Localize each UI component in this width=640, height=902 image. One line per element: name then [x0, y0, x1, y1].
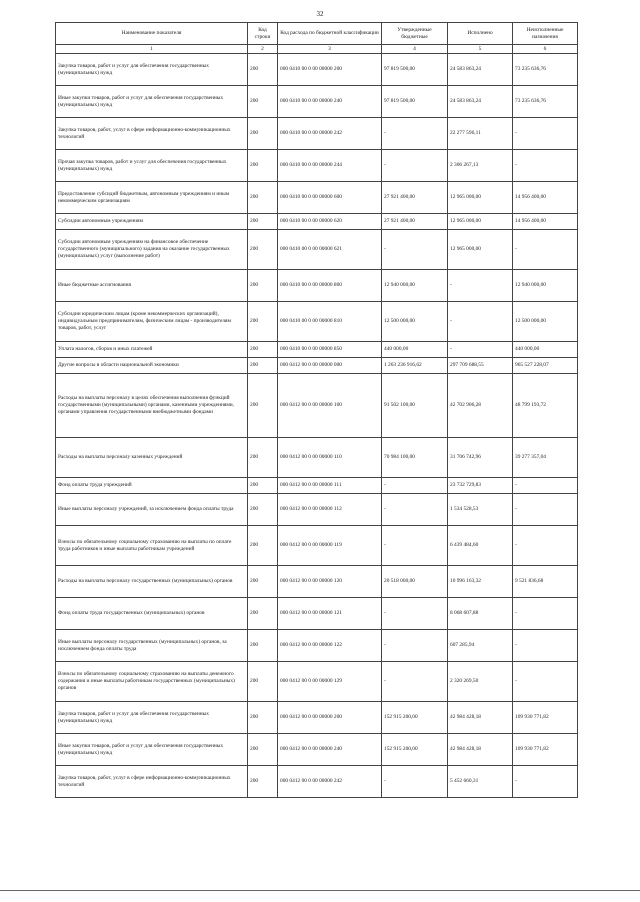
row-name: Предоставление субсидий бюджетным, автономным учреждениям и иным некоммерческим организациям	[56, 182, 248, 214]
row-executed: 12 965 000,00	[448, 230, 513, 270]
row-executed: 10 996 163,32	[448, 566, 513, 598]
table-row	[56, 86, 578, 118]
row-executed: -	[448, 270, 513, 302]
row-name: Иные закупки товаров, работ и услуг для обеспечения государственных (муниципальных) нужд	[56, 86, 248, 118]
row-executed: 2 320 269,50	[448, 662, 513, 702]
row-executed: 6 439 484,60	[448, 526, 513, 566]
row-name: Иные выплаты персоналу учреждений, за исключением фонда оплаты труда	[56, 494, 248, 526]
column-number-row	[56, 45, 578, 54]
row-name: Закупка товаров, работ и услуг для обеспечения государственных (муниципальных) нужд	[56, 54, 248, 86]
table-row	[56, 702, 578, 734]
row-name: Закупка товаров, работ, услуг в сфере информационно-коммуникационных технологий	[56, 766, 248, 798]
row-name: Субсидии автономным учреждениям на финансовое обеспечение государственного (муниципального) задания на оказание государственных (муниципальных) услуг (выполнение работ)	[56, 230, 248, 270]
row-name: Закупка товаров, работ, услуг в сфере информационно-коммуникационных технологий	[56, 118, 248, 150]
row-approved: 152 915 200,00	[382, 734, 448, 766]
table-row	[56, 182, 578, 214]
table-row	[56, 526, 578, 566]
column-number: 4	[382, 45, 448, 54]
row-unexecuted: -	[513, 662, 578, 702]
row-name: Расходы на выплаты персоналу в целях обеспечения выполнения функций государственными (муниципальными) органами, казенными учреждениями, органами управления государственными внебюджетными фондами	[56, 374, 248, 438]
row-budget-code: 000 0412 00 0 00 00000 000	[278, 358, 382, 374]
row-line-code: 200	[248, 702, 278, 734]
row-approved: 97 819 500,00	[382, 54, 448, 86]
row-budget-code: 000 0410 00 0 00 00000 620	[278, 214, 382, 230]
row-budget-code: 000 0412 00 0 00 00000 122	[278, 630, 382, 662]
row-name: Фонд оплаты труда государственных (муниципальных) органов	[56, 598, 248, 630]
table-row	[56, 734, 578, 766]
row-approved: 12 500 000,00	[382, 302, 448, 342]
row-executed: -	[448, 302, 513, 342]
row-unexecuted: -	[513, 478, 578, 494]
row-executed: -	[448, 342, 513, 358]
row-budget-code: 000 0410 00 0 00 00000 800	[278, 270, 382, 302]
row-budget-code: 000 0412 00 0 00 00000 120	[278, 566, 382, 598]
table-row	[56, 230, 578, 270]
row-unexecuted: 109 930 771,82	[513, 734, 578, 766]
row-approved: -	[382, 662, 448, 702]
row-unexecuted: 48 799 193,72	[513, 374, 578, 438]
row-executed: 24 583 863,24	[448, 54, 513, 86]
row-name: Субсидии автономным учреждениям	[56, 214, 248, 230]
header-line-code: Код строки	[248, 23, 278, 45]
table-row	[56, 374, 578, 438]
row-line-code: 200	[248, 526, 278, 566]
row-executed: 8 068 607,88	[448, 598, 513, 630]
row-approved: 70 984 100,00	[382, 438, 448, 478]
row-unexecuted: 109 930 771,82	[513, 702, 578, 734]
table-row	[56, 566, 578, 598]
column-number: 1	[56, 45, 248, 54]
budget-expenses-table	[55, 22, 578, 798]
row-name: Иные бюджетные ассигнования	[56, 270, 248, 302]
row-line-code: 200	[248, 630, 278, 662]
row-unexecuted: -	[513, 526, 578, 566]
row-unexecuted: 9 521 836,68	[513, 566, 578, 598]
row-name: Прочая закупка товаров, работ и услуг для обеспечения государственных (муниципальных) нужд	[56, 150, 248, 182]
row-unexecuted: -	[513, 230, 578, 270]
row-approved: -	[382, 494, 448, 526]
table-row	[56, 662, 578, 702]
table-row	[56, 302, 578, 342]
row-approved: -	[382, 630, 448, 662]
table-row	[56, 494, 578, 526]
row-approved: -	[382, 766, 448, 798]
table-body	[56, 54, 578, 798]
table-row	[56, 118, 578, 150]
table-row	[56, 214, 578, 230]
row-name: Субсидии юридическим лицам (кроме некоммерческих организаций), индивидуальным предпринимателям, физическим лицам - производителям товаров, работ, услуг	[56, 302, 248, 342]
row-approved: -	[382, 150, 448, 182]
row-approved: 91 502 100,00	[382, 374, 448, 438]
row-executed: 42 984 428,18	[448, 734, 513, 766]
row-unexecuted: 73 235 636,76	[513, 86, 578, 118]
row-budget-code: 000 0410 00 0 00 00000 200	[278, 54, 382, 86]
column-number: 2	[248, 45, 278, 54]
row-line-code: 200	[248, 358, 278, 374]
row-name: Иные закупки товаров, работ и услуг для обеспечения государственных (муниципальных) нужд	[56, 734, 248, 766]
row-budget-code: 000 0412 00 0 00 00000 112	[278, 494, 382, 526]
row-budget-code: 000 0412 00 0 00 00000 200	[278, 702, 382, 734]
row-approved: 97 819 500,00	[382, 86, 448, 118]
row-unexecuted: 39 277 357,04	[513, 438, 578, 478]
table-row	[56, 478, 578, 494]
row-name: Взносы по обязательному социальному страхованию на выплаты денежного содержания и иные выплаты работникам государственных (муниципальных) органов	[56, 662, 248, 702]
row-budget-code: 000 0410 00 0 00 00000 242	[278, 118, 382, 150]
row-executed: 42 984 428,18	[448, 702, 513, 734]
row-budget-code: 000 0410 00 0 00 00000 850	[278, 342, 382, 358]
header-approved: Утвержденные бюджетные	[382, 23, 448, 45]
row-line-code: 200	[248, 766, 278, 798]
column-number: 5	[448, 45, 513, 54]
row-unexecuted: 965 527 228,07	[513, 358, 578, 374]
row-unexecuted: -	[513, 630, 578, 662]
header-budget-code: Код расхода по бюджетной классификации	[278, 23, 382, 45]
row-executed: 42 702 906,28	[448, 374, 513, 438]
row-executed: 5 452 660,31	[448, 766, 513, 798]
row-line-code: 200	[248, 150, 278, 182]
row-approved: -	[382, 598, 448, 630]
table-row	[56, 598, 578, 630]
row-budget-code: 000 0412 00 0 00 00000 111	[278, 478, 382, 494]
row-executed: 23 732 729,83	[448, 478, 513, 494]
row-budget-code: 000 0412 00 0 00 00000 119	[278, 526, 382, 566]
row-unexecuted: 12 940 000,00	[513, 270, 578, 302]
row-name: Другие вопросы в области национальной экономики	[56, 358, 248, 374]
row-name: Закупка товаров, работ и услуг для обеспечения государственных (муниципальных) нужд	[56, 702, 248, 734]
row-executed: 2 306 267,13	[448, 150, 513, 182]
row-budget-code: 000 0412 00 0 00 00000 240	[278, 734, 382, 766]
row-budget-code: 000 0412 00 0 00 00000 242	[278, 766, 382, 798]
table-row	[56, 766, 578, 798]
row-line-code: 200	[248, 734, 278, 766]
row-approved: 20 518 000,00	[382, 566, 448, 598]
row-executed: 297 709 688,55	[448, 358, 513, 374]
row-unexecuted: 440 000,00	[513, 342, 578, 358]
row-line-code: 200	[248, 662, 278, 702]
row-line-code: 200	[248, 302, 278, 342]
row-approved: 440 000,00	[382, 342, 448, 358]
row-approved: 12 940 000,00	[382, 270, 448, 302]
row-executed: 24 583 863,24	[448, 86, 513, 118]
row-approved: -	[382, 526, 448, 566]
row-line-code: 200	[248, 118, 278, 150]
row-approved: 27 921 400,00	[382, 214, 448, 230]
row-line-code: 200	[248, 270, 278, 302]
row-unexecuted: -	[513, 118, 578, 150]
row-line-code: 200	[248, 438, 278, 478]
row-approved: -	[382, 230, 448, 270]
row-unexecuted: 14 956 400,00	[513, 182, 578, 214]
row-name: Расходы на выплаты персоналу государственных (муниципальных) органов	[56, 566, 248, 598]
row-line-code: 200	[248, 342, 278, 358]
row-line-code: 200	[248, 598, 278, 630]
row-executed: 12 965 000,00	[448, 214, 513, 230]
row-executed: 31 706 742,96	[448, 438, 513, 478]
row-line-code: 200	[248, 374, 278, 438]
header-executed: Исполнено	[448, 23, 513, 45]
row-budget-code: 000 0410 00 0 00 00000 621	[278, 230, 382, 270]
page-bottom-rule	[0, 890, 640, 891]
table-row	[56, 150, 578, 182]
row-unexecuted: -	[513, 494, 578, 526]
table-row	[56, 342, 578, 358]
row-budget-code: 000 0412 00 0 00 00000 129	[278, 662, 382, 702]
row-budget-code: 000 0410 00 0 00 00000 600	[278, 182, 382, 214]
row-executed: 12 965 000,00	[448, 182, 513, 214]
row-unexecuted: -	[513, 598, 578, 630]
row-unexecuted: -	[513, 766, 578, 798]
row-name: Взносы по обязательному социальному страхованию на выплаты по оплате труда работников и иные выплаты работникам учреждений	[56, 526, 248, 566]
table-row	[56, 54, 578, 86]
column-number: 6	[513, 45, 578, 54]
table-row	[56, 358, 578, 374]
row-approved: -	[382, 478, 448, 494]
row-approved: 27 921 400,00	[382, 182, 448, 214]
row-budget-code: 000 0412 00 0 00 00000 100	[278, 374, 382, 438]
row-line-code: 200	[248, 494, 278, 526]
row-executed: 1 534 528,53	[448, 494, 513, 526]
table-row	[56, 270, 578, 302]
row-name: Расходы на выплаты персоналу казенных учреждений	[56, 438, 248, 478]
row-line-code: 200	[248, 54, 278, 86]
row-executed: 607 285,94	[448, 630, 513, 662]
row-line-code: 200	[248, 182, 278, 214]
row-budget-code: 000 0412 00 0 00 00000 121	[278, 598, 382, 630]
row-budget-code: 000 0410 00 0 00 00000 244	[278, 150, 382, 182]
header-row	[56, 23, 578, 45]
table-row	[56, 630, 578, 662]
row-approved: -	[382, 118, 448, 150]
row-line-code: 200	[248, 214, 278, 230]
row-unexecuted: 14 956 400,00	[513, 214, 578, 230]
row-unexecuted: -	[513, 150, 578, 182]
row-unexecuted: 73 235 636,76	[513, 54, 578, 86]
header-indicator-name: Наименование показателя	[56, 23, 248, 45]
table-row	[56, 438, 578, 478]
row-line-code: 200	[248, 230, 278, 270]
row-budget-code: 000 0410 00 0 00 00000 810	[278, 302, 382, 342]
row-name: Иные выплаты персоналу государственных (муниципальных) органов, за исключением фонда оплаты труда	[56, 630, 248, 662]
row-executed: 22 277 596,11	[448, 118, 513, 150]
row-line-code: 200	[248, 478, 278, 494]
row-budget-code: 000 0410 00 0 00 00000 240	[278, 86, 382, 118]
row-line-code: 200	[248, 566, 278, 598]
row-unexecuted: 12 500 000,00	[513, 302, 578, 342]
header-unexecuted: Неисполненные назначения	[513, 23, 578, 45]
row-name: Уплата налогов, сборов и иных платежей	[56, 342, 248, 358]
row-budget-code: 000 0412 00 0 00 00000 110	[278, 438, 382, 478]
row-line-code: 200	[248, 86, 278, 118]
column-number: 3	[278, 45, 382, 54]
page-number: 32	[316, 10, 324, 18]
row-approved: 152 915 200,00	[382, 702, 448, 734]
row-approved: 1 263 236 916,62	[382, 358, 448, 374]
row-name: Фонд оплаты труда учреждений	[56, 478, 248, 494]
